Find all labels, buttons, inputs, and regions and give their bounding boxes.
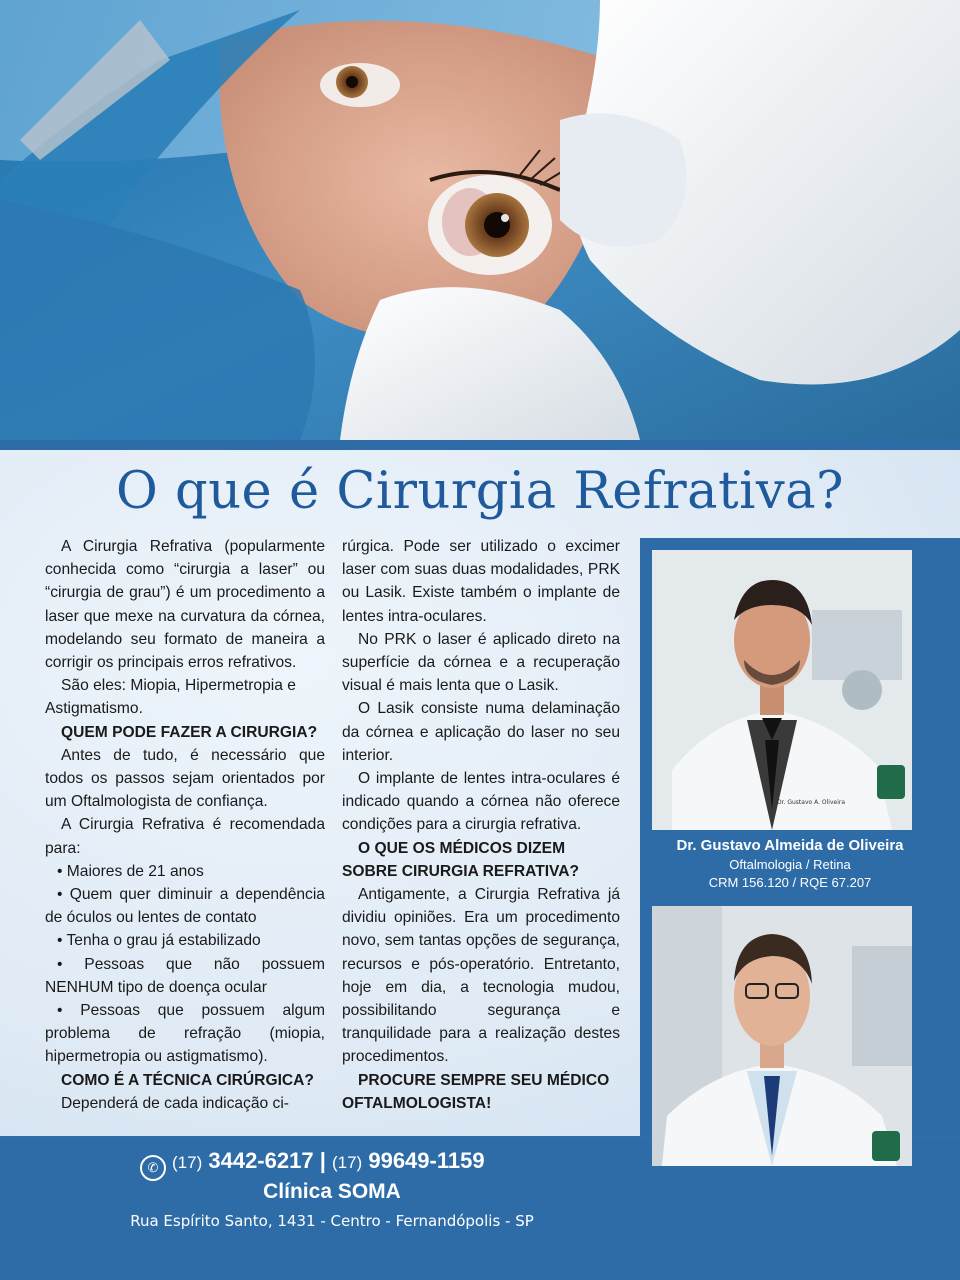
paragraph: O implante de lentes intra-oculares é indicado quando a córnea não oferece condições para a cirurgia refrativa. xyxy=(342,770,620,834)
paragraph: O Lasik consiste numa delaminação da córnea e aplicação do laser no seu interior. xyxy=(342,700,620,764)
list-item: • Maiores de 21 anos xyxy=(57,862,204,880)
paragraph: Antes de tudo, é necessário que todos os passos sejam orientados por um Oftalmologista de confiança. xyxy=(45,746,325,811)
article-column-1 xyxy=(45,535,325,1115)
doctor-specialty: Oftalmologia / Retina xyxy=(729,857,851,872)
list-item: • Pessoas que não possuem NENHUM tipo de doença ocular xyxy=(45,955,325,996)
list-item: • Tenha o grau já estabilizado xyxy=(57,932,261,950)
list-item: • Pessoas que possuem algum problema de refração (miopia, hipermetropia ou astigmatismo). xyxy=(45,1002,325,1066)
paragraph: Antigamente, a Cirurgia Refrativa já dividiu opiniões. Era um procedimento novo, sem tantas opções de segurança, recursos e pós-operatório. Entretanto, hoje em dia, a tecnologia mudou, possibilitando segurança e tranquilidade para a realização destes procedimentos. xyxy=(342,886,620,1066)
hero-photo xyxy=(0,0,960,440)
phone-area-code: (17) xyxy=(331,1153,363,1172)
hero-divider xyxy=(0,440,960,450)
section-heading: O QUE OS MÉDICOS DIZEM SOBRE CIRURGIA REFRATIVA? xyxy=(342,839,580,880)
doctor-photo xyxy=(652,550,912,830)
coat-embroidery: Dr. Gustavo A. Oliveira xyxy=(777,799,846,806)
section-heading: PROCURE SEMPRE SEU MÉDICO OFTALMOLOGISTA! xyxy=(342,1071,610,1112)
phone-separator: | xyxy=(319,1148,326,1173)
doctor-1-caption xyxy=(640,836,940,892)
paragraph: No PRK o laser é aplicado direto na superfície da córnea e a recuperação visual é mais lenta que o Lasik. xyxy=(342,630,620,695)
paragraph: São eles: Miopia, Hipermetropia e Astigmatismo. xyxy=(45,677,296,718)
paragraph: A Cirurgia Refrativa (popularmente conhecida como “cirurgia a laser” ou “cirurgia de grau”) é um procedimento a laser que mexe na curvatura da córnea, modelando seu formato de maneira a corrigir os principais erros refrativos. xyxy=(45,538,325,672)
doctor-name: Dr. Gustavo Almeida de Oliveira xyxy=(676,837,904,854)
phone-area-code: (17) xyxy=(172,1153,203,1172)
phone-number[interactable]: 3442-6217 xyxy=(208,1148,314,1173)
article-title: O que é Cirurgia Refrativa? xyxy=(116,462,844,521)
phone-numbers xyxy=(140,1148,560,1181)
phone-number[interactable]: 99649-1159 xyxy=(368,1148,485,1173)
article-column-2 xyxy=(342,535,620,1115)
phone-icon: ✆ xyxy=(140,1155,166,1181)
paragraph: rúrgica. Pode ser utilizado o excimer laser com suas duas modalidades, PRK ou Lasik. Existe também o implante de lentes intra-oculares. xyxy=(342,538,620,625)
paragraph: Dependerá de cada indicação ci- xyxy=(61,1094,289,1112)
doctor-crm: CRM 156.120 / RQE 67.207 xyxy=(708,875,872,890)
clinic-name: Clínica SOMA xyxy=(263,1180,401,1203)
section-heading: QUEM PODE FAZER A CIRURGIA? xyxy=(61,723,318,741)
doctor-photo-overlap xyxy=(652,906,912,1166)
section-heading: COMO É A TÉCNICA CIRÚRGICA? xyxy=(61,1071,314,1089)
paragraph: A Cirurgia Refrativa é recomendada para: xyxy=(45,816,325,857)
clinic-address: Rua Espírito Santo, 1431 - Centro - Fernandópolis - SP xyxy=(130,1212,534,1230)
list-item: • Quem quer diminuir a dependência de óculos ou lentes de contato xyxy=(45,886,325,927)
